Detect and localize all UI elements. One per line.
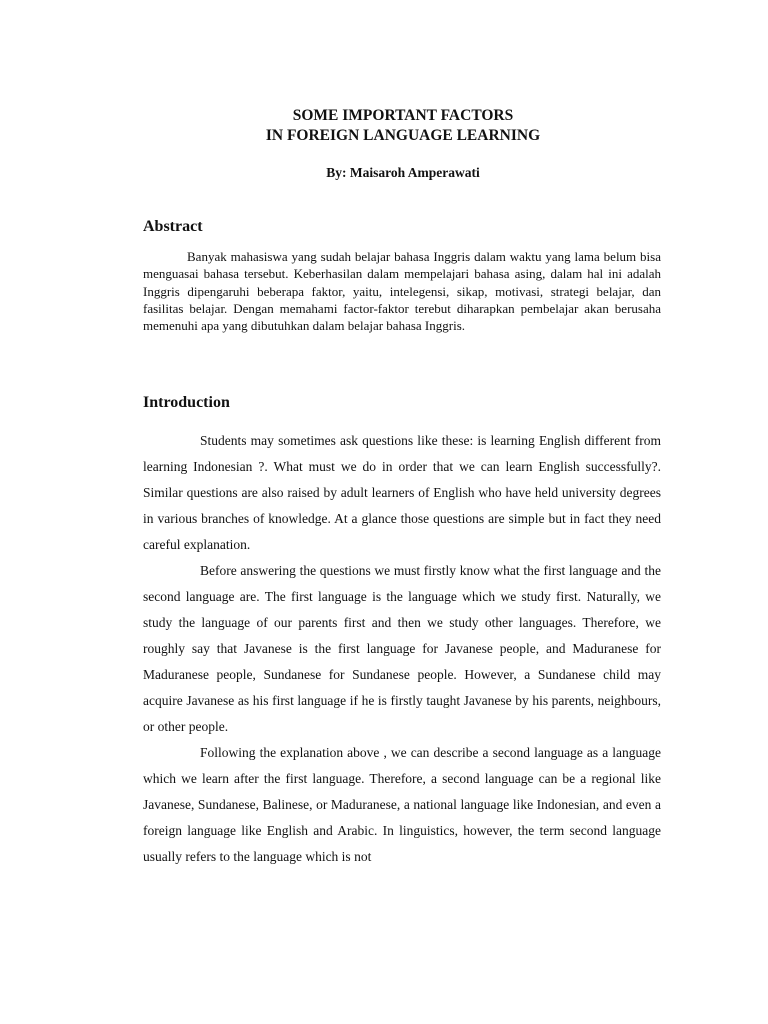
intro-paragraph-1: Students may sometimes ask questions like these: is learning English different from learning Indonesian ?. What must we do in order that we can learn English successfully?. Similar questions are also raised by adult learners of English who have held university degrees in various branches of knowledge. At a glance those questions are simple but in fact they need careful explanation. (143, 433, 661, 552)
abstract-heading: Abstract (143, 218, 203, 235)
document-title (143, 106, 663, 146)
title-line-1: SOME IMPORTANT FACTORS (292, 107, 514, 124)
intro-paragraph-3: Following the explanation above , we can describe a second language as a language which we learn after the first language. Therefore, a second language can be a regional like Javanese, Sundanese, Balinese, or Maduranese, a national language like Indonesian, and even a foreign language like English and Arabic. In linguistics, however, the term second language usually refers to the language which is not (143, 745, 661, 864)
abstract-body (143, 248, 661, 334)
introduction-heading: Introduction (143, 394, 230, 411)
abstract-paragraph: Banyak mahasiswa yang sudah belajar bahasa Inggris dalam waktu yang lama belum bisa menguasai bahasa tersebut. Keberhasilan dalam mempelajari bahasa asing, dalam hal ini adalah Inggris dipengaruhi beberapa faktor, yaitu, intelegensi, sikap, motivasi, strategi belajar, dan fasilitas belajar. Dengan memahami factor-faktor terebut diharapkan pembelajar akan berusaha memenuhi apa yang dibutuhkan dalam belajar bahasa Inggris. (143, 249, 661, 334)
introduction-body (143, 428, 661, 870)
title-line-2: IN FOREIGN LANGUAGE LEARNING (265, 127, 541, 144)
intro-paragraph-2: Before answering the questions we must firstly know what the first language and the second language are. The first language is the language which we study first. Naturally, we study the language of our parents first and then we study other languages. Therefore, we roughly say that Javanese is the first language for Javanese people, and Maduranese for Maduranese people, Sundanese for Sundanese people. However, a Sundanese child may acquire Javanese as his first language if he is firstly taught Javanese by his parents, neighbours, or other people. (143, 563, 661, 734)
author-byline: By: Maisaroh Amperawati (326, 165, 480, 180)
